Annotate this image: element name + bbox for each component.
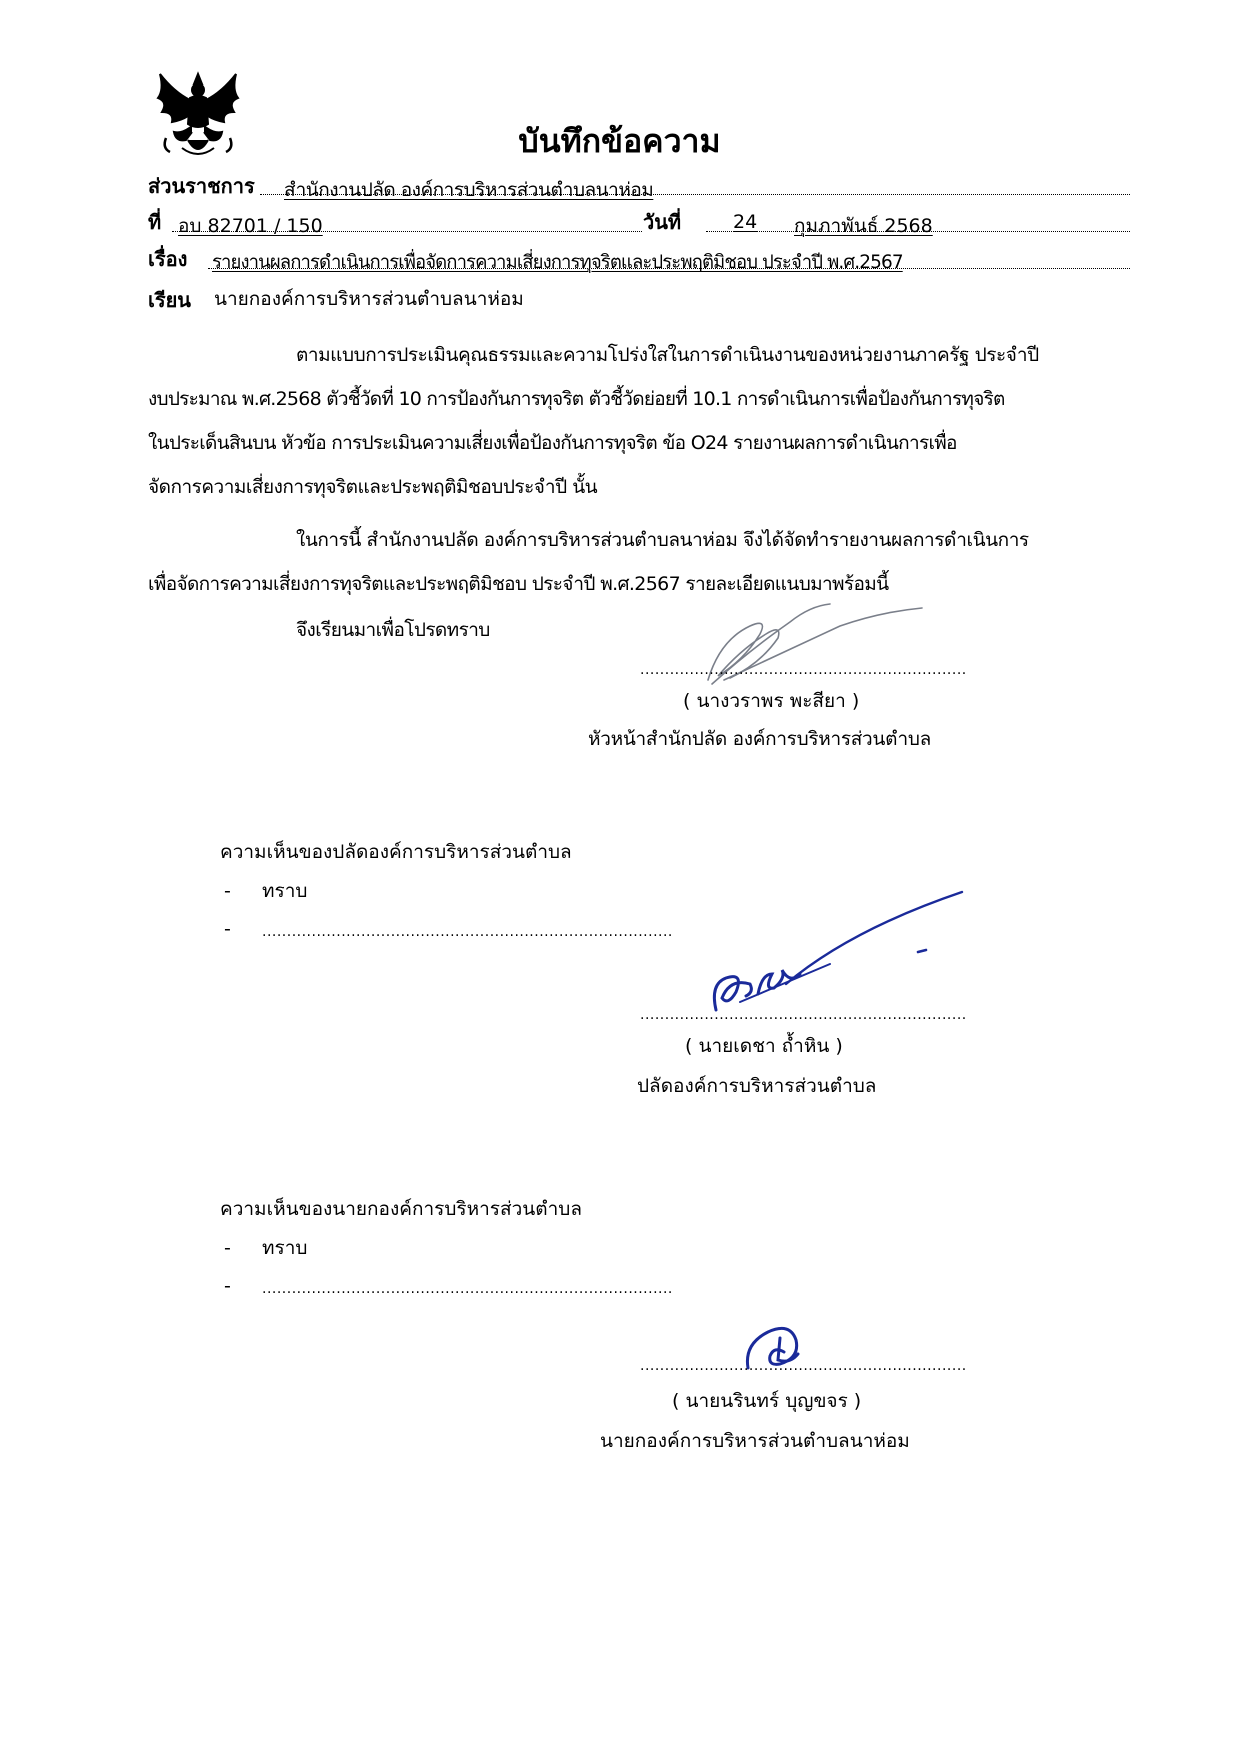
to-label: เรียน (148, 288, 191, 312)
opinion-2-bullet-2: - (224, 1275, 231, 1297)
ref-label: ที่ (148, 210, 162, 234)
opinion-1-item-1: ทราบ (262, 880, 308, 902)
date-month-year: กุมภาพันธ์ 2568 (794, 215, 933, 237)
signature-3-position: นายกองค์การบริหารส่วนตำบลนาห่อม (600, 1430, 910, 1452)
paragraph2-line1: ในการนี้ สำนักงานปลัด องค์การบริหารส่วนตำบลนาห่อม จึงได้จัดทำรายงานผลการดำเนินการ (296, 529, 1029, 551)
agency-value: สำนักงานปลัด องค์การบริหารส่วนตำบลนาห่อม (284, 179, 654, 201)
opinion-2-heading: ความเห็นของนายกองค์การบริหารส่วนตำบล (220, 1198, 582, 1220)
signature-1-name: ( นางวราพร พะสียา ) (683, 690, 860, 712)
closing-text: จึงเรียนมาเพื่อโปรดทราบ (296, 619, 490, 641)
date-day: 24 (733, 211, 758, 233)
opinion-1-bullet-1: - (224, 880, 231, 902)
signature-3-name: ( นายนรินทร์ บุญขจร ) (672, 1390, 862, 1412)
opinion-1-heading: ความเห็นของปลัดองค์การบริหารส่วนตำบล (220, 841, 572, 863)
signature-2-dots: .................................................................. (640, 1007, 967, 1023)
signature-2-position: ปลัดองค์การบริหารส่วนตำบล (637, 1075, 877, 1097)
opinion-2-item-2: ................................................................................... (262, 1281, 673, 1297)
paragraph1-line2: งบประมาณ พ.ศ.2568 ตัวชี้วัดที่ 10 การป้องกันการทุจริต ตัวชี้วัดย่อยที่ 10.1 การดำเนินการเพื่อป้องกันการทุจริต (148, 388, 1005, 410)
opinion-1-item-2: ................................................................................... (262, 924, 673, 940)
paragraph1-line3: ในประเด็นสินบน หัวข้อ การประเมินความเสี่ยงเพื่อป้องกันการทุจริต ข้อ O24 รายงานผลการดำเนินการเพื่อ (148, 432, 957, 454)
paragraph2-line2: เพื่อจัดการความเสี่ยงการทุจริตและประพฤติมิชอบ ประจำปี พ.ศ.2567 รายละเอียดแนบมาพร้อมนี้ (148, 573, 889, 595)
signature-1-dots: .................................................................. (640, 662, 967, 678)
signature-2-name: ( นายเดชา ถ้ำหิน ) (685, 1035, 843, 1057)
paragraph1-line4: จัดการความเสี่ยงการทุจริตและประพฤติมิชอบประจำปี นั้น (148, 476, 598, 498)
subject-label: เรื่อง (148, 247, 188, 271)
agency-label: ส่วนราชการ (148, 174, 255, 198)
opinion-1-bullet-2: - (224, 918, 231, 940)
opinion-2-bullet-1: - (224, 1237, 231, 1259)
paragraph1-line1: ตามแบบการประเมินคุณธรรมและความโปร่งใสในการดำเนินงานของหน่วยงานภาครัฐ ประจำปี (296, 344, 1039, 366)
opinion-2-item-1: ทราบ (262, 1237, 308, 1259)
signature-3-dots: .................................................................. (640, 1358, 967, 1374)
date-label: วันที่ (643, 210, 682, 234)
signature-1-position: หัวหน้าสำนักปลัด องค์การบริหารส่วนตำบล (588, 728, 931, 750)
ref-value: อบ 82701 / 150 (178, 215, 323, 237)
to-value: นายกองค์การบริหารส่วนตำบลนาห่อม (214, 288, 524, 310)
subject-value: รายงานผลการดำเนินการเพื่อจัดการความเสี่ยงการทุจริตและประพฤติมิชอบ ประจำปี พ.ศ.2567 (212, 252, 903, 273)
document-title: บันทึกข้อความ (518, 122, 721, 160)
